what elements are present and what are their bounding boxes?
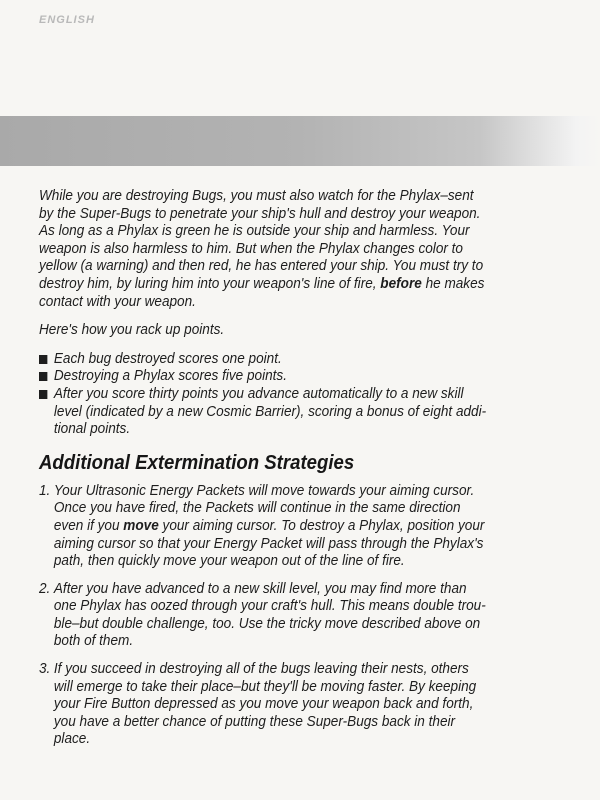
intro-line: by the Super-Bugs to penetrate your ship's hull and destroy your weapon. [39, 205, 481, 222]
bullet-text: tional points. [53, 421, 131, 438]
strategy-text: aiming cursor so that your Energy Packet will pass through the Phylax's [53, 535, 484, 552]
emphasis-move: move [123, 517, 159, 534]
strategy-text: your aiming cursor. To destroy a Phylax, position your [162, 517, 485, 534]
strategy-item [39, 661, 513, 749]
section-heading: Additional Extermination Strategies [39, 451, 355, 474]
list-item [39, 386, 513, 439]
strategy-text: you have a better chance of putting these Super-Bugs back in their [53, 713, 456, 730]
list-item [39, 351, 513, 369]
square-bullet-icon [39, 355, 47, 364]
item-number: 3. [39, 661, 51, 678]
intro-line: As long as a Phylax is green he is outside your ship and harmless. Your [39, 223, 470, 240]
strategy-text: will emerge to take their place–but they'll be moving faster. By keeping [53, 678, 477, 695]
strategy-text: Once you have fired, the Packets will continue in the same direction [53, 500, 461, 517]
page-body [39, 188, 513, 759]
strategy-text: one Phylax has oozed through your craft's hull. This means double trou- [53, 598, 486, 615]
bullet-text: Destroying a Phylax scores five points. [53, 368, 287, 385]
strategy-text: both of them. [53, 633, 134, 650]
bullet-text: After you score thirty points you advance automatically to a new skill [53, 385, 464, 402]
emphasis-before: before [380, 275, 422, 292]
strategy-text: ble–but double challenge, too. Use the tricky move described above on [53, 615, 481, 632]
strategy-item [39, 581, 513, 651]
language-label: ENGLISH [39, 14, 95, 26]
intro-line: yellow (a warning) and then red, he has entered your ship. You must try to [39, 258, 484, 275]
intro-paragraph [39, 188, 513, 311]
strategy-text: Your Ultrasonic Energy Packets will move towards your aiming cursor. [53, 482, 475, 499]
strategy-item [39, 483, 513, 571]
points-list [39, 351, 513, 439]
strategy-text: path, then quickly move your weapon out of the line of fire. [53, 553, 405, 570]
strategy-text: place. [53, 731, 91, 748]
bullet-text: Each bug destroyed scores one point. [53, 350, 282, 367]
strategy-text: your Fire Button depressed as you move your weapon back and forth, [53, 696, 474, 713]
intro-text: he makes [425, 275, 485, 292]
strategy-text: even if you [53, 517, 120, 534]
strategy-line-emphasis [54, 518, 513, 536]
intro-line-emphasis [39, 276, 513, 294]
points-intro: Here's how you rack up points. [39, 322, 225, 339]
intro-line: weapon is also harmless to him. But when the Phylax changes color to [39, 240, 463, 257]
list-item [39, 368, 513, 386]
intro-line: While you are destroying Bugs, you must also watch for the Phylax–sent [39, 188, 474, 204]
intro-text: destroy him, by luring him into your weapon's line of fire, [39, 275, 377, 292]
header-banner [0, 116, 600, 166]
item-number: 2. [39, 580, 51, 597]
strategy-text: After you have advanced to a new skill level, you may find more than [53, 580, 467, 597]
bullet-text: level (indicated by a new Cosmic Barrier), scoring a bonus of eight addi- [53, 403, 487, 420]
item-number: 1. [39, 482, 51, 499]
square-bullet-icon [39, 390, 47, 399]
intro-line: contact with your weapon. [39, 293, 196, 310]
square-bullet-icon [39, 372, 47, 381]
strategy-text: If you succeed in destroying all of the bugs leaving their nests, others [53, 661, 469, 678]
